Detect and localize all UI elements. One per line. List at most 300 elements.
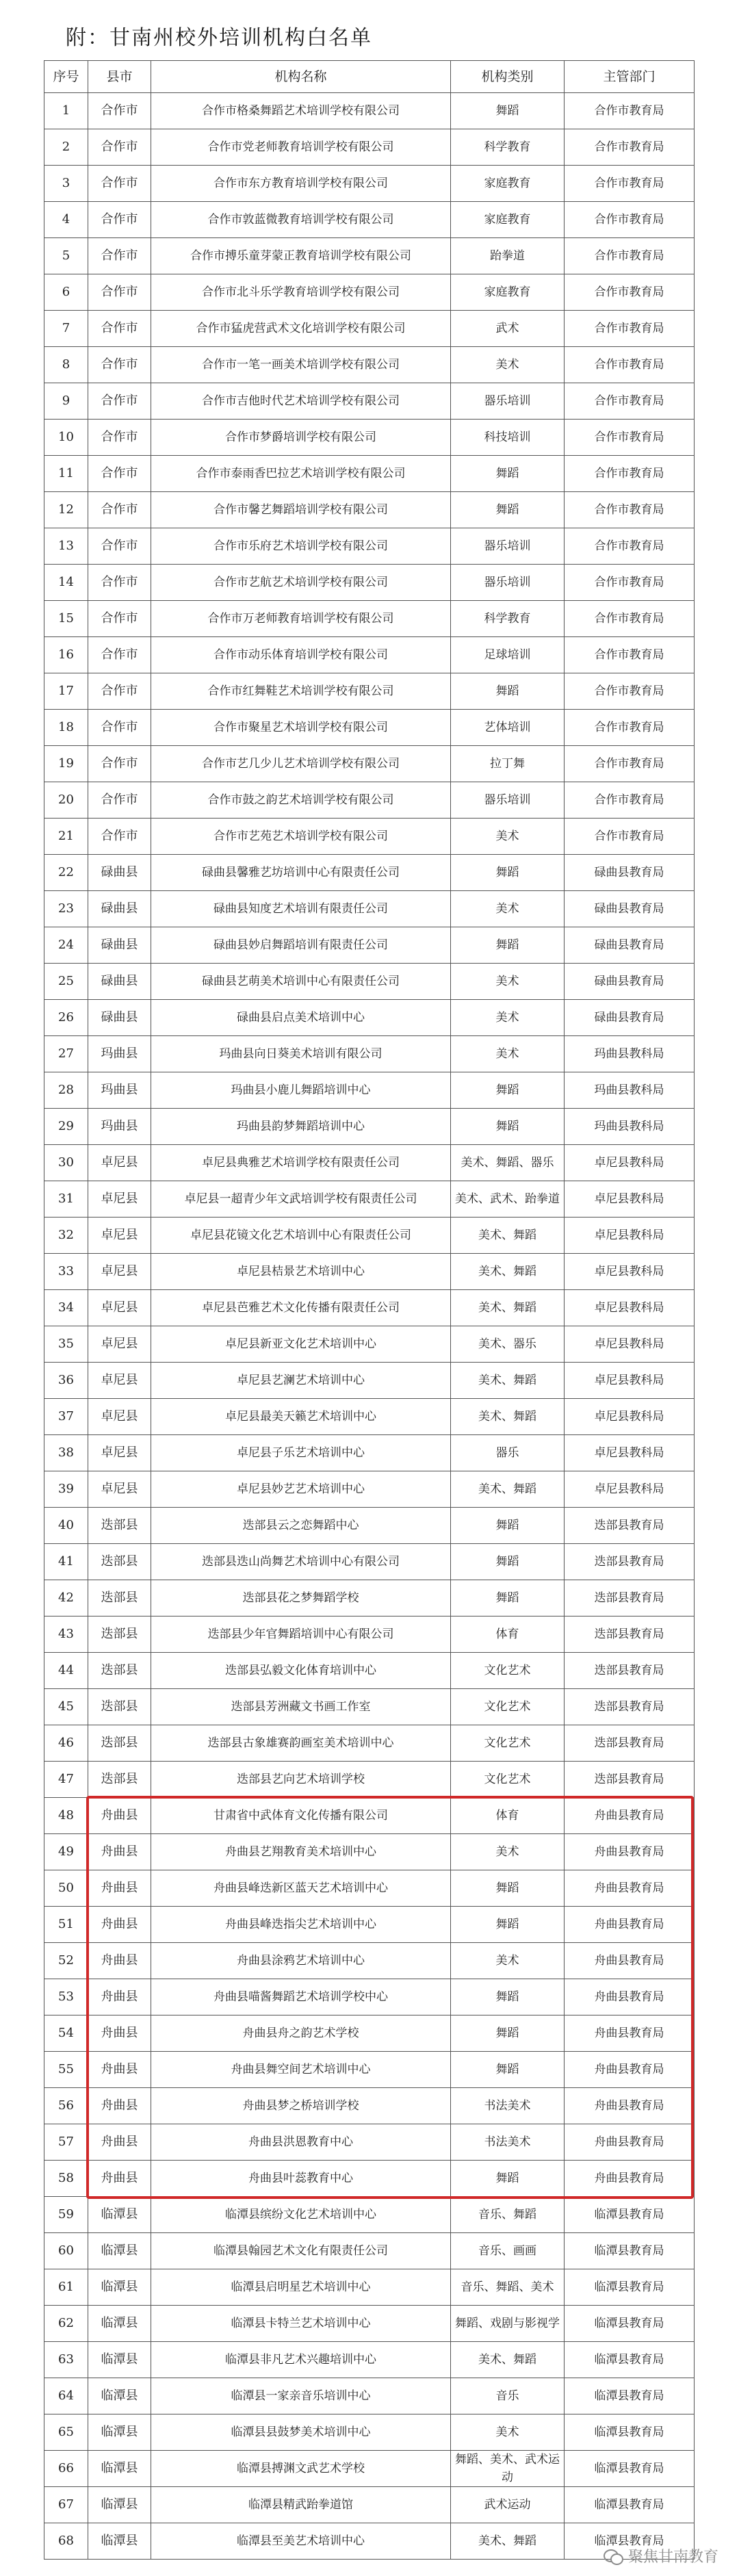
cell-category: 美术、武术、跆拳道	[451, 1181, 565, 1218]
cell-department: 迭部县教育局	[565, 1580, 695, 1617]
table-row	[44, 1725, 695, 1762]
table-row	[44, 1762, 695, 1798]
cell-name: 舟曲县喵酱舞蹈艺术培训学校中心	[151, 1979, 451, 2015]
cell-category: 舞蹈	[451, 1580, 565, 1617]
cell-no: 10	[44, 420, 88, 456]
cell-department: 合作市教育局	[565, 456, 695, 492]
cell-name: 合作市猛虎营武术文化培训学校有限公司	[151, 311, 451, 347]
cell-no: 53	[44, 1979, 88, 2015]
cell-department: 卓尼县教科局	[565, 1218, 695, 1254]
cell-category: 文化艺术	[451, 1689, 565, 1725]
table-row	[44, 1145, 695, 1181]
cell-county: 卓尼县	[88, 1326, 151, 1363]
cell-no: 7	[44, 311, 88, 347]
table-row	[44, 1544, 695, 1580]
table-row	[44, 601, 695, 637]
cell-no: 44	[44, 1653, 88, 1689]
column-header-no: 序号	[44, 61, 88, 93]
cell-category: 美术、器乐	[451, 1326, 565, 1363]
cell-name: 卓尼县新亚文化艺术培训中心	[151, 1326, 451, 1363]
column-header-county: 县市	[88, 61, 151, 93]
cell-name: 卓尼县妙艺艺术培训中心	[151, 1471, 451, 1508]
cell-name: 合作市泰雨香巴拉艺术培训学校有限公司	[151, 456, 451, 492]
cell-category: 体育	[451, 1798, 565, 1834]
cell-no: 24	[44, 927, 88, 964]
cell-category: 美术、舞蹈、器乐	[451, 1145, 565, 1181]
cell-county: 合作市	[88, 528, 151, 565]
cell-department: 合作市教育局	[565, 565, 695, 601]
table-row	[44, 1326, 695, 1363]
table-row	[44, 1943, 695, 1979]
cell-name: 舟曲县洪恩教育中心	[151, 2124, 451, 2161]
cell-county: 舟曲县	[88, 2088, 151, 2124]
cell-no: 67	[44, 2487, 88, 2523]
table-row	[44, 1798, 695, 1834]
cell-department: 迭部县教育局	[565, 1653, 695, 1689]
cell-department: 迭部县教育局	[565, 1689, 695, 1725]
cell-name: 舟曲县峰迭指尖艺术培训中心	[151, 1907, 451, 1943]
cell-category: 美术、舞蹈	[451, 2342, 565, 2378]
cell-department: 舟曲县教育局	[565, 1798, 695, 1834]
cell-name: 临潭县县鼓梦美术培训中心	[151, 2414, 451, 2451]
table-row	[44, 2124, 695, 2161]
cell-department: 碌曲县教育局	[565, 855, 695, 891]
cell-no: 3	[44, 166, 88, 202]
cell-category: 跆拳道	[451, 238, 565, 274]
cell-name: 合作市艺苑艺术培训学校有限公司	[151, 819, 451, 855]
cell-no: 20	[44, 782, 88, 819]
cell-county: 迭部县	[88, 1508, 151, 1544]
table-row	[44, 347, 695, 383]
cell-category: 器乐培训	[451, 565, 565, 601]
cell-county: 玛曲县	[88, 1072, 151, 1109]
cell-county: 碌曲县	[88, 927, 151, 964]
cell-category: 科技培训	[451, 420, 565, 456]
table-row	[44, 1435, 695, 1471]
table-row	[44, 1617, 695, 1653]
cell-name: 合作市鼓之韵艺术培训学校有限公司	[151, 782, 451, 819]
cell-name: 迭部县弘毅文化体育培训中心	[151, 1653, 451, 1689]
table-row	[44, 1254, 695, 1290]
cell-county: 临潭县	[88, 2378, 151, 2414]
cell-no: 58	[44, 2161, 88, 2197]
cell-county: 卓尼县	[88, 1290, 151, 1326]
cell-no: 59	[44, 2197, 88, 2233]
cell-county: 迭部县	[88, 1725, 151, 1762]
cell-category: 美术、舞蹈	[451, 1471, 565, 1508]
cell-category: 书法美术	[451, 2124, 565, 2161]
cell-department: 迭部县教育局	[565, 1725, 695, 1762]
cell-no: 22	[44, 855, 88, 891]
cell-no: 52	[44, 1943, 88, 1979]
cell-no: 37	[44, 1399, 88, 1435]
cell-county: 碌曲县	[88, 891, 151, 927]
cell-name: 舟曲县梦之桥培训学校	[151, 2088, 451, 2124]
cell-county: 临潭县	[88, 2269, 151, 2306]
table-row	[44, 93, 695, 129]
table-row	[44, 2523, 695, 2560]
cell-no: 65	[44, 2414, 88, 2451]
cell-county: 卓尼县	[88, 1145, 151, 1181]
cell-county: 玛曲县	[88, 1036, 151, 1072]
cell-county: 卓尼县	[88, 1471, 151, 1508]
cell-name: 合作市东方教育培训学校有限公司	[151, 166, 451, 202]
cell-no: 45	[44, 1689, 88, 1725]
cell-category: 武术运动	[451, 2487, 565, 2523]
cell-county: 临潭县	[88, 2451, 151, 2487]
wechat-icon	[604, 2548, 623, 2564]
cell-name: 碌曲县启点美术培训中心	[151, 1000, 451, 1036]
cell-name: 舟曲县涂鸦艺术培训中心	[151, 1943, 451, 1979]
cell-no: 26	[44, 1000, 88, 1036]
cell-category: 美术、舞蹈	[451, 1399, 565, 1435]
table-row	[44, 855, 695, 891]
cell-name: 临潭县精武跆拳道馆	[151, 2487, 451, 2523]
cell-no: 64	[44, 2378, 88, 2414]
cell-department: 玛曲县教科局	[565, 1036, 695, 1072]
cell-department: 临潭县教育局	[565, 2269, 695, 2306]
cell-name: 临潭县缤纷文化艺术培训中心	[151, 2197, 451, 2233]
cell-department: 卓尼县教科局	[565, 1326, 695, 1363]
table-row	[44, 1580, 695, 1617]
cell-county: 临潭县	[88, 2306, 151, 2342]
cell-county: 舟曲县	[88, 2052, 151, 2088]
cell-category: 舞蹈	[451, 2161, 565, 2197]
table-row	[44, 819, 695, 855]
table-row	[44, 1109, 695, 1145]
cell-county: 合作市	[88, 782, 151, 819]
cell-department: 卓尼县教科局	[565, 1290, 695, 1326]
cell-department: 卓尼县教科局	[565, 1399, 695, 1435]
cell-no: 17	[44, 673, 88, 710]
cell-county: 卓尼县	[88, 1254, 151, 1290]
table-row	[44, 383, 695, 420]
cell-department: 合作市教育局	[565, 601, 695, 637]
cell-county: 碌曲县	[88, 1000, 151, 1036]
watermark	[604, 2545, 718, 2566]
table-row	[44, 1907, 695, 1943]
cell-department: 舟曲县教育局	[565, 2052, 695, 2088]
cell-county: 舟曲县	[88, 1870, 151, 1907]
cell-county: 迭部县	[88, 1653, 151, 1689]
cell-county: 舟曲县	[88, 2161, 151, 2197]
cell-category: 美术	[451, 891, 565, 927]
cell-county: 临潭县	[88, 2197, 151, 2233]
cell-no: 63	[44, 2342, 88, 2378]
cell-name: 舟曲县舞空间艺术培训中心	[151, 2052, 451, 2088]
cell-category: 舞蹈	[451, 492, 565, 528]
cell-no: 34	[44, 1290, 88, 1326]
cell-name: 合作市一笔一画美术培训学校有限公司	[151, 347, 451, 383]
cell-department: 临潭县教育局	[565, 2233, 695, 2269]
cell-name: 碌曲县妙启舞蹈培训有限责任公司	[151, 927, 451, 964]
cell-category: 舞蹈	[451, 1979, 565, 2015]
cell-department: 合作市教育局	[565, 93, 695, 129]
cell-department: 舟曲县教育局	[565, 1907, 695, 1943]
cell-department: 合作市教育局	[565, 202, 695, 238]
cell-name: 合作市乐府艺术培训学校有限公司	[151, 528, 451, 565]
cell-department: 合作市教育局	[565, 274, 695, 311]
cell-name: 迭部县花之梦舞蹈学校	[151, 1580, 451, 1617]
page-title: 附：甘南州校外培训机构白名单	[66, 26, 372, 50]
cell-department: 合作市教育局	[565, 637, 695, 673]
table-row	[44, 891, 695, 927]
cell-no: 1	[44, 93, 88, 129]
cell-department: 舟曲县教育局	[565, 2088, 695, 2124]
cell-name: 合作市动乐体育培训学校有限公司	[151, 637, 451, 673]
table-row	[44, 1870, 695, 1907]
cell-department: 舟曲县教育局	[565, 2015, 695, 2052]
cell-department: 临潭县教育局	[565, 2342, 695, 2378]
cell-category: 文化艺术	[451, 1725, 565, 1762]
cell-department: 舟曲县教育局	[565, 2161, 695, 2197]
cell-category: 音乐、画画	[451, 2233, 565, 2269]
cell-department: 迭部县教育局	[565, 1762, 695, 1798]
cell-name: 合作市吉他时代艺术培训学校有限公司	[151, 383, 451, 420]
table-row	[44, 2233, 695, 2269]
cell-department: 迭部县教育局	[565, 1617, 695, 1653]
cell-name: 卓尼县一超青少年文武培训学校有限责任公司	[151, 1181, 451, 1218]
cell-no: 16	[44, 637, 88, 673]
cell-name: 合作市北斗乐学教育培训学校有限公司	[151, 274, 451, 311]
cell-county: 合作市	[88, 637, 151, 673]
cell-category: 家庭教育	[451, 202, 565, 238]
cell-no: 5	[44, 238, 88, 274]
cell-category: 音乐、舞蹈、美术	[451, 2269, 565, 2306]
cell-county: 卓尼县	[88, 1218, 151, 1254]
cell-no: 28	[44, 1072, 88, 1109]
cell-no: 4	[44, 202, 88, 238]
cell-county: 合作市	[88, 420, 151, 456]
cell-no: 49	[44, 1834, 88, 1870]
cell-category: 体育	[451, 1617, 565, 1653]
cell-name: 卓尼县最美天籁艺术培训中心	[151, 1399, 451, 1435]
cell-no: 61	[44, 2269, 88, 2306]
table-row	[44, 637, 695, 673]
table-row	[44, 1363, 695, 1399]
cell-category: 舞蹈	[451, 1109, 565, 1145]
table-row	[44, 1508, 695, 1544]
cell-no: 19	[44, 746, 88, 782]
cell-department: 玛曲县教科局	[565, 1109, 695, 1145]
cell-no: 11	[44, 456, 88, 492]
cell-name: 迭部县艺向艺术培训学校	[151, 1762, 451, 1798]
cell-department: 临潭县教育局	[565, 2378, 695, 2414]
cell-department: 卓尼县教科局	[565, 1471, 695, 1508]
table-row	[44, 1000, 695, 1036]
cell-county: 合作市	[88, 673, 151, 710]
cell-category: 美术	[451, 1036, 565, 1072]
cell-no: 62	[44, 2306, 88, 2342]
cell-department: 合作市教育局	[565, 746, 695, 782]
cell-no: 36	[44, 1363, 88, 1399]
cell-category: 舞蹈	[451, 673, 565, 710]
cell-no: 6	[44, 274, 88, 311]
cell-department: 卓尼县教科局	[565, 1363, 695, 1399]
cell-department: 玛曲县教科局	[565, 1072, 695, 1109]
cell-county: 迭部县	[88, 1580, 151, 1617]
cell-county: 合作市	[88, 710, 151, 746]
cell-county: 合作市	[88, 746, 151, 782]
table-row	[44, 528, 695, 565]
cell-category: 足球培训	[451, 637, 565, 673]
table-row	[44, 1979, 695, 2015]
cell-department: 临潭县教育局	[565, 2414, 695, 2451]
cell-name: 玛曲县韵梦舞蹈培训中心	[151, 1109, 451, 1145]
cell-no: 48	[44, 1798, 88, 1834]
cell-county: 临潭县	[88, 2233, 151, 2269]
cell-department: 舟曲县教育局	[565, 2124, 695, 2161]
cell-name: 卓尼县桔景艺术培训中心	[151, 1254, 451, 1290]
cell-category: 家庭教育	[451, 274, 565, 311]
cell-no: 51	[44, 1907, 88, 1943]
cell-no: 30	[44, 1145, 88, 1181]
cell-department: 卓尼县教科局	[565, 1254, 695, 1290]
cell-department: 临潭县教育局	[565, 2197, 695, 2233]
cell-no: 60	[44, 2233, 88, 2269]
table-row	[44, 202, 695, 238]
cell-department: 舟曲县教育局	[565, 1943, 695, 1979]
cell-county: 合作市	[88, 311, 151, 347]
cell-department: 合作市教育局	[565, 819, 695, 855]
table-row	[44, 2269, 695, 2306]
cell-category: 器乐培训	[451, 383, 565, 420]
cell-name: 合作市党老师教育培训学校有限公司	[151, 129, 451, 166]
cell-no: 27	[44, 1036, 88, 1072]
cell-county: 舟曲县	[88, 1834, 151, 1870]
table-row	[44, 710, 695, 746]
watermark-text: 聚焦甘南教育	[627, 2549, 718, 2566]
cell-department: 合作市教育局	[565, 710, 695, 746]
cell-category: 美术	[451, 964, 565, 1000]
cell-no: 46	[44, 1725, 88, 1762]
cell-no: 50	[44, 1870, 88, 1907]
cell-no: 54	[44, 2015, 88, 2052]
cell-county: 合作市	[88, 601, 151, 637]
cell-no: 21	[44, 819, 88, 855]
cell-no: 12	[44, 492, 88, 528]
cell-department: 合作市教育局	[565, 782, 695, 819]
cell-no: 47	[44, 1762, 88, 1798]
cell-no: 23	[44, 891, 88, 927]
cell-no: 38	[44, 1435, 88, 1471]
cell-name: 甘肃省中武体育文化传播有限公司	[151, 1798, 451, 1834]
table-row	[44, 2342, 695, 2378]
cell-county: 合作市	[88, 819, 151, 855]
cell-department: 合作市教育局	[565, 492, 695, 528]
cell-county: 合作市	[88, 129, 151, 166]
cell-category: 美术	[451, 347, 565, 383]
cell-name: 卓尼县艺澜艺术培训中心	[151, 1363, 451, 1399]
cell-name: 合作市艺几少儿艺术培训学校有限公司	[151, 746, 451, 782]
table-row	[44, 964, 695, 1000]
cell-department: 合作市教育局	[565, 311, 695, 347]
cell-category: 音乐、舞蹈	[451, 2197, 565, 2233]
table-row	[44, 2088, 695, 2124]
cell-name: 玛曲县向日葵美术培训有限公司	[151, 1036, 451, 1072]
table-row	[44, 1399, 695, 1435]
cell-name: 迭部县迭山尚舞艺术培训中心有限公司	[151, 1544, 451, 1580]
cell-county: 玛曲县	[88, 1109, 151, 1145]
cell-name: 合作市聚星艺术培训学校有限公司	[151, 710, 451, 746]
cell-department: 舟曲县教育局	[565, 1979, 695, 2015]
cell-county: 合作市	[88, 202, 151, 238]
cell-county: 迭部县	[88, 1689, 151, 1725]
cell-county: 舟曲县	[88, 1798, 151, 1834]
cell-department: 合作市教育局	[565, 420, 695, 456]
table-row	[44, 2197, 695, 2233]
cell-county: 舟曲县	[88, 2015, 151, 2052]
table-row	[44, 1218, 695, 1254]
cell-name: 舟曲县峰迭新区蓝天艺术培训中心	[151, 1870, 451, 1907]
column-header-category: 机构类别	[451, 61, 565, 93]
cell-department: 舟曲县教育局	[565, 1870, 695, 1907]
cell-no: 18	[44, 710, 88, 746]
cell-name: 卓尼县子乐艺术培训中心	[151, 1435, 451, 1471]
cell-category: 文化艺术	[451, 1653, 565, 1689]
cell-category: 科学教育	[451, 601, 565, 637]
whitelist-table	[44, 60, 695, 2560]
table-row	[44, 1181, 695, 1218]
cell-category: 美术	[451, 2414, 565, 2451]
cell-department: 临潭县教育局	[565, 2487, 695, 2523]
cell-no: 31	[44, 1181, 88, 1218]
table-row	[44, 1653, 695, 1689]
table-row	[44, 456, 695, 492]
cell-county: 临潭县	[88, 2342, 151, 2378]
cell-department: 舟曲县教育局	[565, 1834, 695, 1870]
cell-name: 合作市艺航艺术培训学校有限公司	[151, 565, 451, 601]
cell-name: 临潭县非凡艺术兴趣培训中心	[151, 2342, 451, 2378]
cell-department: 合作市教育局	[565, 238, 695, 274]
table-row	[44, 311, 695, 347]
table-row	[44, 1036, 695, 1072]
cell-county: 卓尼县	[88, 1435, 151, 1471]
cell-category: 美术	[451, 819, 565, 855]
table-row	[44, 2414, 695, 2451]
cell-category: 文化艺术	[451, 1762, 565, 1798]
cell-name: 合作市梦爵培训学校有限公司	[151, 420, 451, 456]
cell-category: 舞蹈	[451, 2052, 565, 2088]
cell-county: 合作市	[88, 456, 151, 492]
cell-department: 临潭县教育局	[565, 2306, 695, 2342]
cell-name: 临潭县启明星艺术培训中心	[151, 2269, 451, 2306]
cell-department: 合作市教育局	[565, 528, 695, 565]
cell-county: 舟曲县	[88, 1943, 151, 1979]
cell-no: 9	[44, 383, 88, 420]
cell-category: 美术、舞蹈	[451, 1218, 565, 1254]
cell-category: 美术	[451, 1943, 565, 1979]
cell-department: 碌曲县教育局	[565, 927, 695, 964]
cell-name: 合作市万老师教育培训学校有限公司	[151, 601, 451, 637]
cell-category: 舞蹈	[451, 927, 565, 964]
cell-no: 8	[44, 347, 88, 383]
cell-no: 56	[44, 2088, 88, 2124]
cell-department: 合作市教育局	[565, 673, 695, 710]
cell-category: 美术、舞蹈	[451, 1363, 565, 1399]
cell-name: 临潭县搏渊文武艺术学校	[151, 2451, 451, 2487]
cell-no: 25	[44, 964, 88, 1000]
cell-name: 合作市馨艺舞蹈培训学校有限公司	[151, 492, 451, 528]
cell-name: 临潭县至美艺术培训中心	[151, 2523, 451, 2560]
cell-name: 迭部县芳洲藏文书画工作室	[151, 1689, 451, 1725]
cell-county: 碌曲县	[88, 855, 151, 891]
cell-department: 合作市教育局	[565, 347, 695, 383]
cell-category: 舞蹈	[451, 855, 565, 891]
table-row	[44, 927, 695, 964]
cell-name: 临潭县翰园艺术文化有限责任公司	[151, 2233, 451, 2269]
table-row	[44, 274, 695, 311]
